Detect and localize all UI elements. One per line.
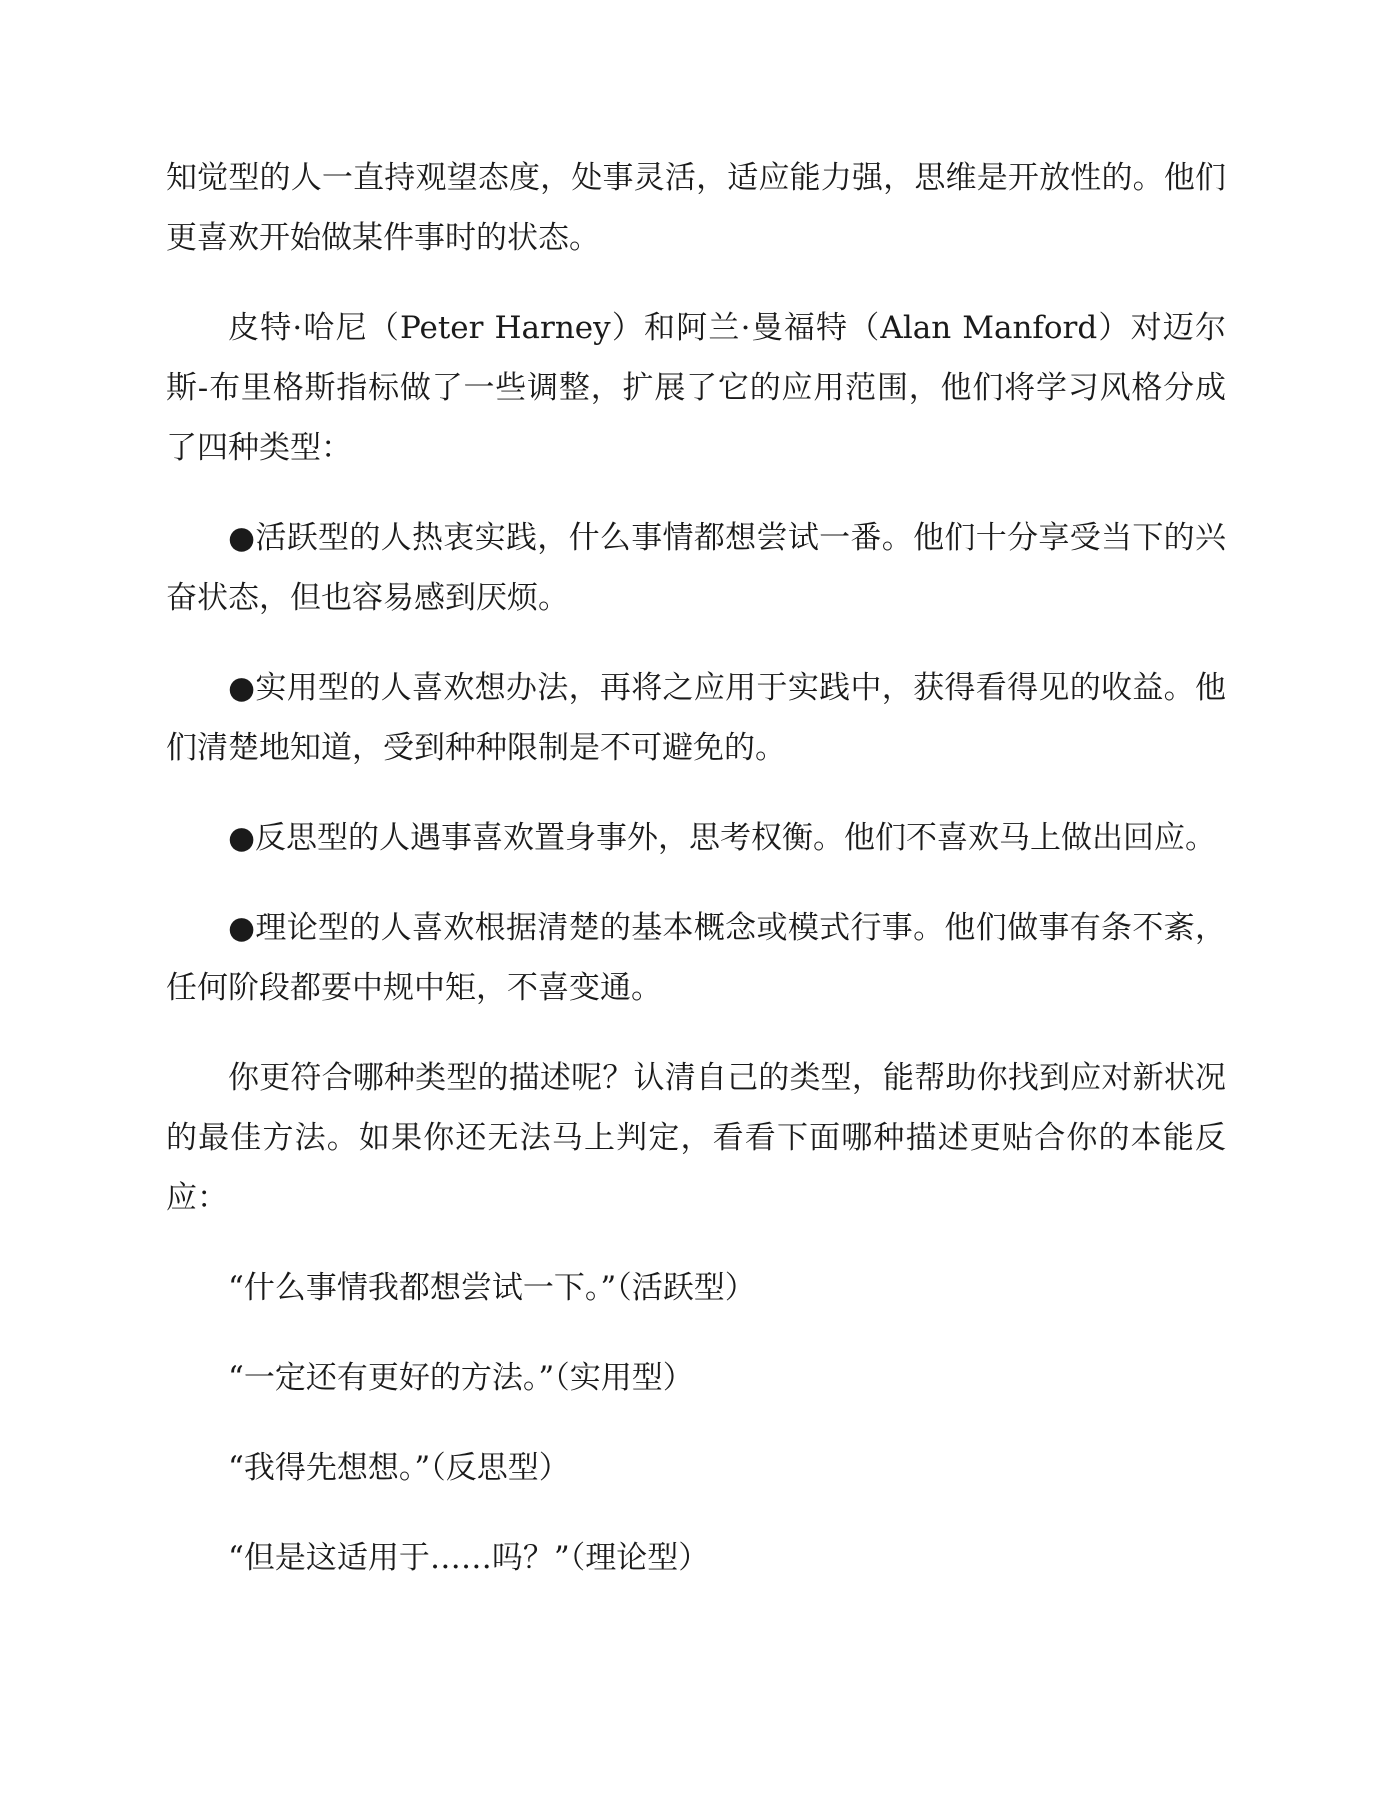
list-item-theorist: ●理论型的人喜欢根据清楚的基本概念或模式行事。他们做事有条不紊，任何阶段都要中规中矩，不喜变通。 — [166, 910, 1226, 1006]
quote-activist: “什么事情我都想尝试一下。”（活跃型） — [228, 1270, 756, 1306]
quote-reflector: “我得先想想。”（反思型） — [228, 1450, 570, 1486]
quote-theorist: “但是这适用于……吗？”（理论型） — [228, 1540, 710, 1576]
paragraph-harney-manford: 皮特·哈尼（Peter Harney）和阿兰·曼福特（Alan Manford）对迈尔斯-布里格斯指标做了一些调整，扩展了它的应用范围，他们将学习风格分成了四种类型： — [166, 310, 1226, 466]
list-item-activist: ●活跃型的人热衷实践，什么事情都想尝试一番。他们十分享受当下的兴奋状态，但也容易感到厌烦。 — [166, 520, 1226, 616]
document-body — [166, 148, 1226, 1588]
paragraph-perceiving-type: 知觉型的人一直持观望态度，处事灵活，适应能力强，思维是开放性的。他们更喜欢开始做某件事时的状态。 — [166, 160, 1226, 256]
paragraph-which-type: 你更符合哪种类型的描述呢？认清自己的类型，能帮助你找到应对新状况的最佳方法。如果你还无法马上判定，看看下面哪种描述更贴合你的本能反应： — [166, 1060, 1226, 1216]
list-item-reflector: ●反思型的人遇事喜欢置身事外，思考权衡。他们不喜欢马上做出回应。 — [228, 820, 1217, 856]
list-item-pragmatist: ●实用型的人喜欢想办法，再将之应用于实践中，获得看得见的收益。他们清楚地知道，受到种种限制是不可避免的。 — [166, 670, 1226, 766]
quote-pragmatist: “一定还有更好的方法。”（实用型） — [228, 1360, 694, 1396]
